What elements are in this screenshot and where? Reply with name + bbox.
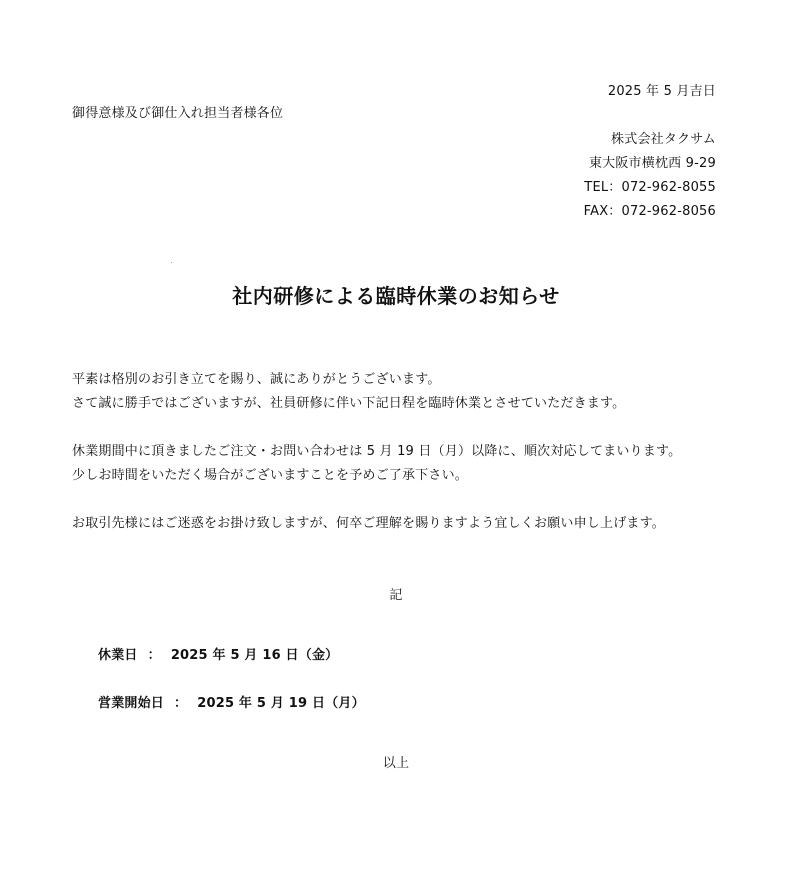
- body-line: 少しお時間をいただく場合がございますことを予めご了承下さい。: [72, 468, 469, 483]
- body-line: 平素は格別のお引き立てを賜り、誠にありがとうございます。: [72, 372, 441, 387]
- sender-address: 東大阪市横枕西 9-29: [588, 156, 716, 171]
- reopen-date-separator: ：: [174, 696, 188, 711]
- sender-tel: TEL：072-962-8055: [584, 180, 716, 195]
- reopen-date-label: 営業開始日: [98, 696, 165, 711]
- issue-date: 2025 年 5 月吉日: [607, 84, 716, 99]
- sender-company: 株式会社タクサム: [611, 132, 716, 147]
- reopen-date-value: 2025 年 5 月 19 日（月）: [197, 696, 365, 711]
- closure-date-separator: ：: [147, 648, 161, 663]
- closure-date-row: [98, 648, 338, 664]
- closure-date-label: 休業日: [98, 648, 138, 663]
- body-line: 休業期間中に頂きましたご注文・お問い合わせは 5 月 19 日（月）以降に、順次対応してまいります。: [72, 444, 682, 459]
- notice-heading: 記: [389, 588, 403, 603]
- recipient-line: 御得意様及び御仕入れ担当者様各位: [72, 106, 284, 121]
- scan-speck: [171, 262, 172, 263]
- sender-fax: FAX：072-962-8056: [583, 204, 716, 219]
- reopen-date-row: [98, 696, 365, 712]
- page-title: 社内研修による臨時休業のお知らせ: [232, 284, 560, 308]
- body-line: さて誠に勝手ではございますが、社員研修に伴い下記日程を臨時休業とさせていただきます。: [72, 396, 626, 411]
- closing-text: 以上: [382, 756, 410, 771]
- body-line: お取引先様にはご迷惑をお掛け致しますが、何卒ご理解を賜りますよう宜しくお願い申し上げます。: [72, 516, 665, 531]
- closure-date-value: 2025 年 5 月 16 日（金）: [170, 648, 339, 663]
